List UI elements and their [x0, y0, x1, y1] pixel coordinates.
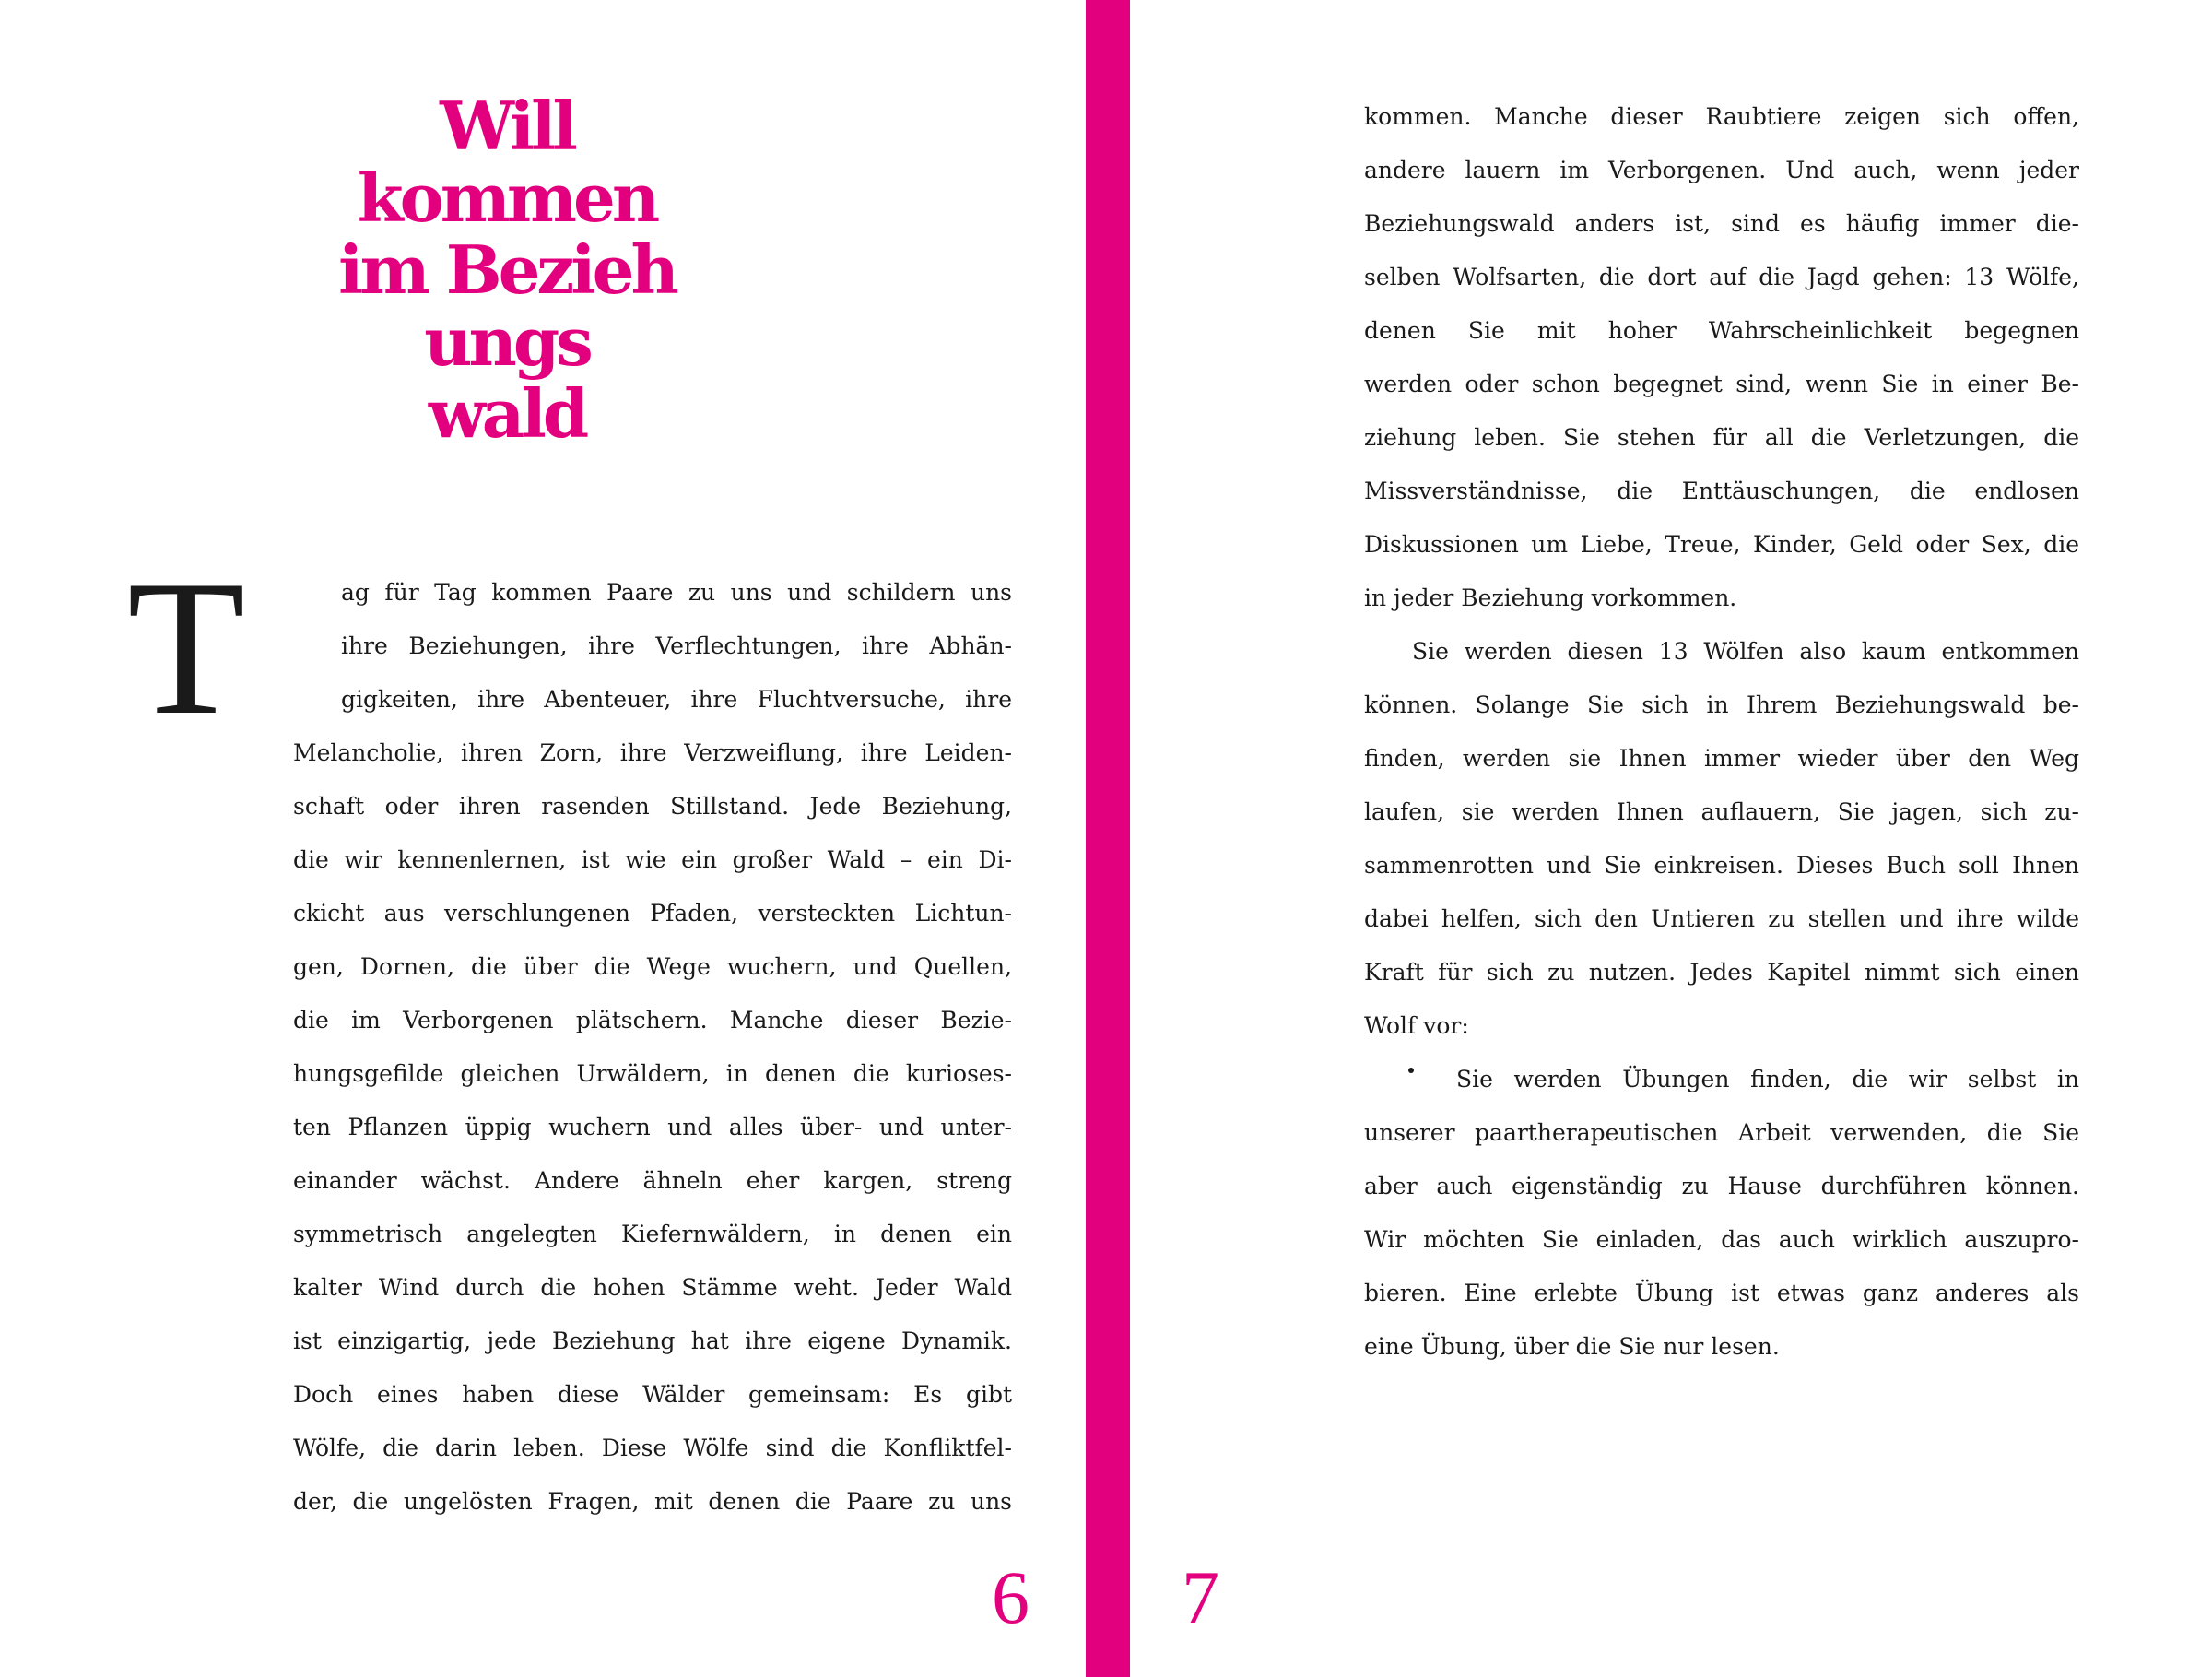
spine-accent-bar [1086, 0, 1130, 1677]
text-line: hungsgefilde gleichen Urwäldern, in denen die kurioses- [293, 1060, 1012, 1087]
chapter-title [304, 87, 710, 453]
text-line: laufen, sie werden Ihnen auflauern, Sie jagen, sich zu- [1364, 798, 2079, 825]
chapter-title-line: kommen [357, 159, 657, 237]
left-body-text [293, 566, 1012, 1525]
page-number: 6 [992, 1555, 1030, 1639]
text-line: die wir kennenlernen, ist wie ein großer Wald – ein Di- [293, 846, 1012, 873]
left-page [0, 0, 1086, 1677]
text-line: der, die ungelösten Fragen, mit denen die Paare zu uns [293, 1488, 1012, 1515]
text-line: bieren. Eine erlebte Übung ist etwas ganz anderes als [1364, 1280, 2079, 1306]
text-line: aber auch eigenständig zu Hause durchführen können. [1364, 1173, 2079, 1199]
text-line: Wolf vor: [1364, 1012, 1469, 1039]
text-line: ziehung leben. Sie stehen für all die Verletzungen, die [1364, 424, 2079, 451]
text-line: sammenrotten und Sie einkreisen. Dieses Buch soll Ihnen [1364, 852, 2079, 879]
text-line: Diskussionen um Liebe, Treue, Kinder, Geld oder Sex, die [1364, 531, 2079, 558]
text-line: ag für Tag kommen Paare zu uns und schildern uns [341, 579, 1012, 606]
page-number: 7 [1182, 1555, 1219, 1639]
text-line: Missverständnisse, die Enttäuschungen, die endlosen [1364, 478, 2079, 504]
bullet-point-icon [1408, 1068, 1414, 1073]
text-line: Kraft für sich zu nutzen. Jedes Kapitel nimmt sich einen [1364, 959, 2079, 986]
chapter-title-line: Will [440, 87, 574, 165]
text-line: gigkeiten, ihre Abenteuer, ihre Fluchtversuche, ihre [341, 686, 1012, 713]
text-line: finden, werden sie Ihnen immer wieder über den Weg [1364, 745, 2079, 772]
text-line: Melancholie, ihren Zorn, ihre Verzweiflung, ihre Leiden- [293, 739, 1012, 766]
text-line: dabei helfen, sich den Untieren zu stellen und ihre wilde [1364, 905, 2079, 932]
text-line: Beziehungswald anders ist, sind es häufig immer die- [1364, 210, 2079, 237]
text-line: kalter Wind durch die hohen Stämme weht. Jeder Wald [293, 1274, 1012, 1301]
text-line: andere lauern im Verborgenen. Und auch, wenn jeder [1364, 157, 2079, 183]
text-line: eine Übung, über die Sie nur lesen. [1364, 1333, 1780, 1360]
text-line: kommen. Manche dieser Raubtiere zeigen sich offen, [1364, 103, 2079, 130]
text-line: Sie werden diesen 13 Wölfen also kaum entkommen [1412, 638, 2079, 665]
drop-cap: T [127, 541, 246, 755]
text-line: Wölfe, die darin leben. Diese Wölfe sind die Konfliktfel- [293, 1435, 1012, 1461]
chapter-title-line: im Bezieh [338, 230, 676, 309]
text-line: Doch eines haben diese Wälder gemeinsam: Es gibt [293, 1381, 1012, 1408]
text-line: selben Wolfsarten, die dort auf die Jagd gehen: 13 Wölfe, [1364, 264, 2079, 290]
text-line: einander wächst. Andere ähneln eher kargen, streng [293, 1167, 1012, 1194]
text-line: Wir möchten Sie einladen, das auch wirklich auszupro- [1364, 1226, 2079, 1253]
text-line: ist einzigartig, jede Beziehung hat ihre eigene Dynamik. [293, 1328, 1012, 1354]
bullet-text-line: Sie werden Übungen finden, die wir selbst in [1456, 1066, 2079, 1092]
text-line: denen Sie mit hoher Wahrscheinlichkeit begegnen [1364, 317, 2079, 344]
text-line: die im Verborgenen plätschern. Manche dieser Bezie- [293, 1007, 1012, 1033]
text-line: ten Pflanzen üppig wuchern und alles über- und unter- [293, 1114, 1012, 1140]
chapter-title-line: ungs [424, 302, 590, 381]
text-line: ihre Beziehungen, ihre Verflechtungen, ihre Abhän- [341, 632, 1012, 659]
text-line: werden oder schon begegnet sind, wenn Sie in einer Be- [1364, 371, 2079, 397]
text-line: können. Solange Sie sich in Ihrem Beziehungswald be- [1364, 691, 2079, 718]
text-line: schaft oder ihren rasenden Stillstand. Jede Beziehung, [293, 793, 1012, 820]
text-line: symmetrisch angelegten Kiefernwäldern, in denen ein [293, 1221, 1012, 1247]
text-line: in jeder Beziehung vorkommen. [1364, 585, 1737, 611]
text-line: ckicht aus verschlungenen Pfaden, versteckten Lichtun- [293, 900, 1012, 927]
text-line: gen, Dornen, die über die Wege wuchern, und Quellen, [293, 953, 1012, 980]
chapter-title-line: wald [428, 374, 586, 453]
text-line: unserer paartherapeutischen Arbeit verwenden, die Sie [1364, 1119, 2079, 1146]
right-body-text [1364, 90, 2079, 1381]
